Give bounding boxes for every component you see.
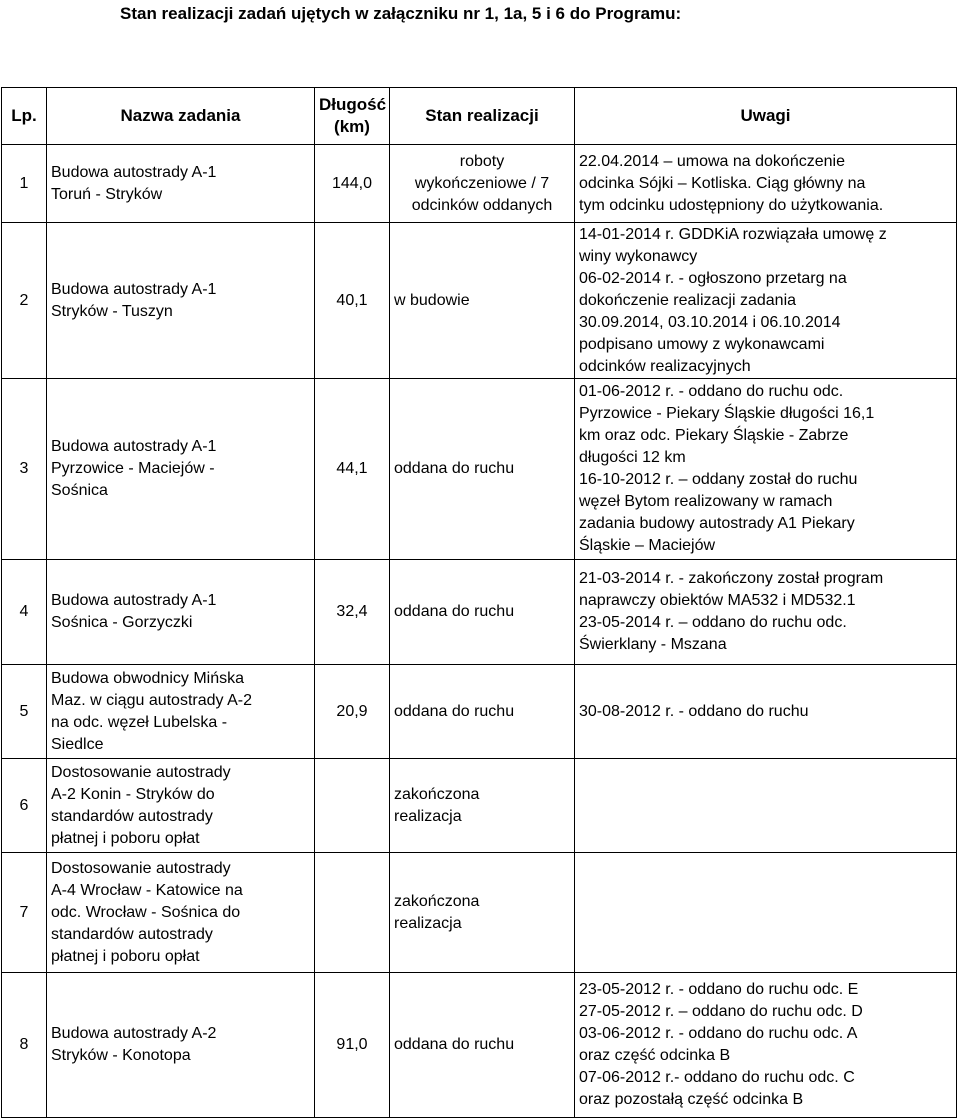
table-row bbox=[2, 560, 957, 665]
table-header-row bbox=[2, 88, 957, 145]
table-row bbox=[2, 379, 957, 560]
row-lp: 6 bbox=[2, 759, 47, 853]
row-status: roboty wykończeniowe / 7 odcinków oddanych bbox=[390, 145, 575, 223]
row-name: Dostosowanie autostrady A-2 Konin - Stryków do standardów autostrady płatnej i poboru opłat bbox=[47, 759, 315, 853]
row-lp: 8 bbox=[2, 973, 47, 1118]
row-lp: 5 bbox=[2, 665, 47, 759]
header-status: Stan realizacji bbox=[390, 88, 575, 145]
row-status: oddana do ruchu bbox=[390, 560, 575, 665]
table-row bbox=[2, 665, 957, 759]
row-length: 20,9 bbox=[315, 665, 390, 759]
header-lp: Lp. bbox=[2, 88, 47, 145]
row-length: 32,4 bbox=[315, 560, 390, 665]
row-status: w budowie bbox=[390, 223, 575, 379]
row-notes bbox=[575, 853, 957, 973]
table-row bbox=[2, 853, 957, 973]
row-name: Budowa autostrady A-1 Pyrzowice - Maciejów - Sośnica bbox=[47, 379, 315, 560]
row-notes: 01-06-2012 r. - oddano do ruchu odc. Pyrzowice - Piekary Śląskie długości 16,1 km oraz odc. Piekary Śląskie - Zabrze długości 12 km 16-10-2012 r. – oddany został do ruchu węzeł Bytom realizowany w ramach zadania budowy autostrady A1 Piekary Śląskie – Maciejów bbox=[575, 379, 957, 560]
row-notes: 30-08-2012 r. - oddano do ruchu bbox=[575, 665, 957, 759]
row-length bbox=[315, 853, 390, 973]
page-title: Stan realizacji zadań ujętych w załączniku nr 1, 1a, 5 i 6 do Programu: bbox=[120, 4, 682, 23]
row-lp: 1 bbox=[2, 145, 47, 223]
row-length: 44,1 bbox=[315, 379, 390, 560]
row-length: 91,0 bbox=[315, 973, 390, 1118]
row-notes: 14-01-2014 r. GDDKiA rozwiązała umowę z winy wykonawcy 06-02-2014 r. - ogłoszono przetarg na dokończenie realizacji zadania 30.09.2014, 03.10.2014 i 06.10.2014 podpisano umowy z wykonawcami odcinków realizacyjnych bbox=[575, 223, 957, 379]
row-notes: 21-03-2014 r. - zakończony został program naprawczy obiektów MA532 i MD532.1 23-05-2014 r. – oddano do ruchu odc. Świerklany - Mszana bbox=[575, 560, 957, 665]
tasks-table bbox=[1, 87, 957, 1118]
row-lp: 4 bbox=[2, 560, 47, 665]
row-name: Dostosowanie autostrady A-4 Wrocław - Katowice na odc. Wrocław - Sośnica do standardów autostrady płatnej i poboru opłat bbox=[47, 853, 315, 973]
row-name: Budowa autostrady A-1 Sośnica - Gorzyczki bbox=[47, 560, 315, 665]
header-name: Nazwa zadania bbox=[47, 88, 315, 145]
row-lp: 2 bbox=[2, 223, 47, 379]
header-notes: Uwagi bbox=[575, 88, 957, 145]
row-lp: 3 bbox=[2, 379, 47, 560]
row-name: Budowa autostrady A-1 Toruń - Stryków bbox=[47, 145, 315, 223]
row-length bbox=[315, 759, 390, 853]
row-name: Budowa obwodnicy Mińska Maz. w ciągu autostrady A-2 na odc. węzeł Lubelska - Siedlce bbox=[47, 665, 315, 759]
row-notes: 22.04.2014 – umowa na dokończenie odcinka Sójki – Kotliska. Ciąg główny na tym odcinku udostępniony do użytkowania. bbox=[575, 145, 957, 223]
row-status: zakończona realizacja bbox=[390, 759, 575, 853]
table-row bbox=[2, 223, 957, 379]
row-status: oddana do ruchu bbox=[390, 665, 575, 759]
header-length: Długość (km) bbox=[315, 88, 390, 145]
table-row bbox=[2, 759, 957, 853]
row-notes: 23-05-2012 r. - oddano do ruchu odc. E 27-05-2012 r. – oddano do ruchu odc. D 03-06-2012 r. - oddano do ruchu odc. A oraz część odcinka B 07-06-2012 r.- oddano do ruchu odc. C oraz pozostałą część odcinka B bbox=[575, 973, 957, 1118]
row-lp: 7 bbox=[2, 853, 47, 973]
row-status: zakończona realizacja bbox=[390, 853, 575, 973]
table-row bbox=[2, 973, 957, 1118]
row-length: 40,1 bbox=[315, 223, 390, 379]
row-name: Budowa autostrady A-1 Stryków - Tuszyn bbox=[47, 223, 315, 379]
row-length: 144,0 bbox=[315, 145, 390, 223]
row-notes bbox=[575, 759, 957, 853]
table-row bbox=[2, 145, 957, 223]
row-name: Budowa autostrady A-2 Stryków - Konotopa bbox=[47, 973, 315, 1118]
row-status: oddana do ruchu bbox=[390, 379, 575, 560]
row-status: oddana do ruchu bbox=[390, 973, 575, 1118]
